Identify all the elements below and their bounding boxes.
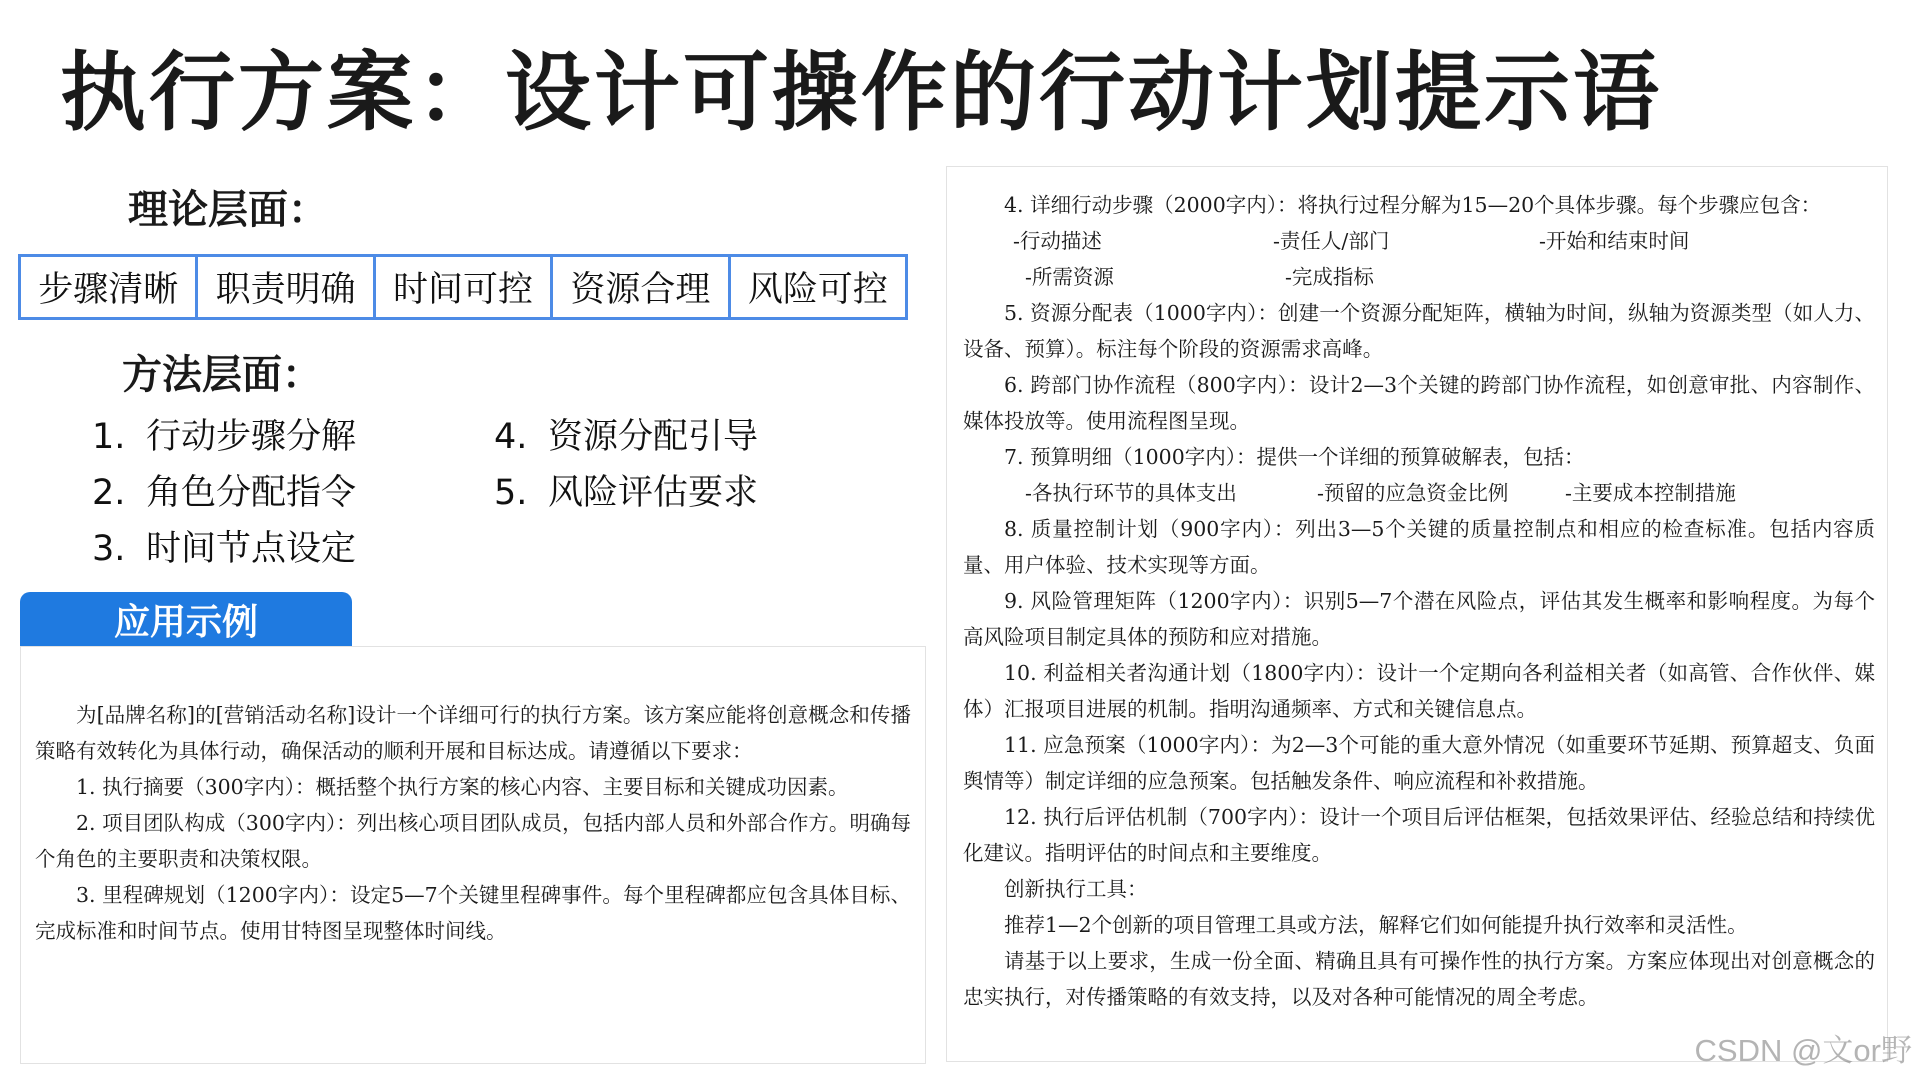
- sub-item-row: [963, 259, 1875, 295]
- method-item-number: 3.: [92, 529, 126, 569]
- method-item-number: 2.: [92, 473, 126, 513]
- theory-heading: 理论层面：: [128, 187, 328, 233]
- prompt-paragraph: 创新执行工具：: [1004, 877, 1148, 901]
- prompt-paragraph: 3. 里程碑规划（1200字内）：设定5—7个关键里程碑事件。每个里程碑都应包含具体目标、完成标准和时间节点。使用甘特图呈现整体时间线。: [35, 883, 911, 943]
- method-item-label: 风险评估要求: [548, 473, 759, 513]
- method-item-label: 时间节点设定: [146, 529, 357, 569]
- csdn-watermark: CSDN @文or野: [1694, 1033, 1912, 1068]
- method-heading: 方法层面：: [122, 352, 322, 398]
- prompt-paragraph: 4. 详细行动步骤（2000字内）：将执行过程分解为15—20个具体步骤。每个步骤应包含：: [1004, 193, 1822, 217]
- example-prompt-panel-right: [946, 166, 1888, 1062]
- principle-box: 资源合理: [553, 257, 730, 317]
- prompt-paragraph: 9. 风险管理矩阵（1200字内）：识别5—7个潜在风险点，评估其发生概率和影响程度。为每个高风险项目制定具体的预防和应对措施。: [963, 589, 1875, 649]
- prompt-paragraph: 6. 跨部门协作流程（800字内）：设计2—3个关键的跨部门协作流程，如创意审批、内容制作、媒体投放等。使用流程图呈现。: [963, 373, 1875, 433]
- method-item: [92, 524, 356, 574]
- method-item: [494, 468, 758, 518]
- principle-box: 风险可控: [747, 270, 888, 310]
- method-list: [92, 412, 812, 582]
- example-prompt-panel-left: [20, 646, 926, 1064]
- sub-item-row: [963, 223, 1875, 259]
- principle-box: 时间可控: [376, 257, 553, 317]
- prompt-paragraph: 11. 应急预案（1000字内）：为2—3个可能的重大意外情况（如重要环节延期、预算超支、负面舆情等）制定详细的应急预案。包括触发条件、响应流程和补救措施。: [963, 733, 1875, 793]
- principle-box: 职责明确: [198, 257, 375, 317]
- method-item-label: 资源分配引导: [548, 417, 759, 457]
- prompt-paragraph: 2. 项目团队构成（300字内）：列出核心项目团队成员，包括内部人员和外部合作方。明确每个角色的主要职责和决策权限。: [35, 811, 911, 871]
- method-item: [494, 412, 758, 462]
- prompt-paragraph: 12. 执行后评估机制（700字内）：设计一个项目后评估框架，包括效果评估、经验总结和持续优化建议。指明评估的时间点和主要维度。: [963, 805, 1875, 865]
- method-item-label: 行动步骤分解: [146, 417, 357, 457]
- method-item: [92, 412, 356, 462]
- sub-item: -所需资源: [1025, 265, 1114, 289]
- method-item-number: 1.: [92, 417, 126, 457]
- sub-item: -预留的应急资金比例: [1317, 481, 1509, 505]
- prompt-paragraph: 5. 资源分配表（1000字内）：创建一个资源分配矩阵，横轴为时间，纵轴为资源类型（如人力、设备、预算）。标注每个阶段的资源需求高峰。: [963, 301, 1875, 361]
- sub-item: -开始和结束时间: [1539, 229, 1690, 253]
- prompt-paragraph: 7. 预算明细（1000字内）：提供一个详细的预算破解表，包括：: [1004, 445, 1585, 469]
- theory-principles-row: [18, 254, 908, 320]
- sub-item: -各执行环节的具体支出: [1025, 481, 1237, 505]
- prompt-paragraph: 10. 利益相关者沟通计划（1800字内）：设计一个定期向各利益相关者（如高管、合作伙伴、媒体）汇报项目进展的机制。指明沟通频率、方式和关键信息点。: [963, 661, 1875, 721]
- page-title: 执行方案：设计可操作的行动计划提示语: [60, 43, 1662, 143]
- prompt-paragraph: 为[品牌名称]的[营销活动名称]设计一个详细可行的执行方案。该方案应能将创意概念和传播策略有效转化为具体行动，确保活动的顺利开展和目标达成。请遵循以下要求：: [35, 703, 911, 763]
- method-item: [92, 468, 356, 518]
- sub-item: -主要成本控制措施: [1565, 481, 1736, 505]
- example-tab: 应用示例: [20, 592, 352, 646]
- method-item-number: 5.: [494, 473, 528, 513]
- prompt-paragraph: 8. 质量控制计划（900字内）：列出3—5个关键的质量控制点和相应的检查标准。包括内容质量、用户体验、技术实现等方面。: [963, 517, 1875, 577]
- principle-box: 步骤清晰: [21, 257, 198, 317]
- sub-item: -责任人/部门: [1273, 229, 1390, 253]
- sub-item-row: [963, 475, 1875, 511]
- prompt-paragraph: 推荐1—2个创新的项目管理工具或方法，解释它们如何能提升执行效率和灵活性。: [1004, 913, 1748, 937]
- prompt-paragraph: 请基于以上要求，生成一份全面、精确且具有可操作性的执行方案。方案应体现出对创意概念的忠实执行，对传播策略的有效支持，以及对各种可能情况的周全考虑。: [963, 949, 1875, 1009]
- prompt-paragraph: 1. 执行摘要（300字内）：概括整个执行方案的核心内容、主要目标和关键成功因素。: [76, 775, 849, 799]
- sub-item: -完成指标: [1285, 265, 1374, 289]
- sub-item: -行动描述: [1013, 229, 1102, 253]
- method-item-number: 4.: [494, 417, 528, 457]
- method-item-label: 角色分配指令: [146, 473, 357, 513]
